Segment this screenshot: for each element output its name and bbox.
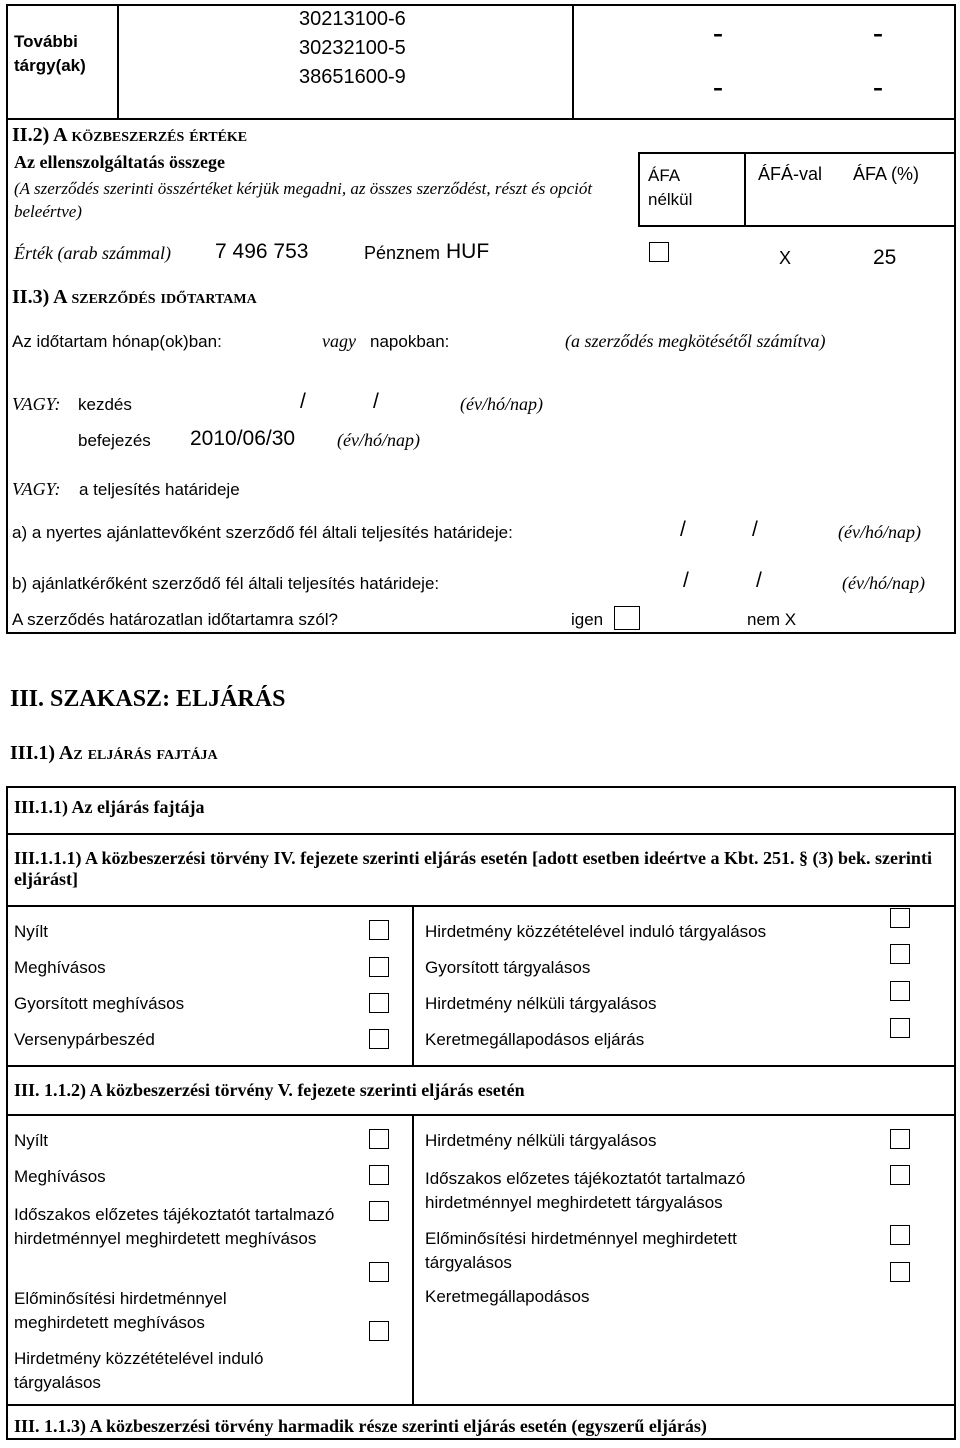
- procedure-option: Hirdetmény közzétételével induló tárgyalásos: [14, 1349, 264, 1392]
- procedure-checkbox[interactable]: [890, 1165, 910, 1185]
- procedure-option: Meghívásos: [14, 958, 106, 977]
- procedure-option: Nyílt: [14, 922, 48, 941]
- divider: [6, 1065, 956, 1067]
- yes-label: igen: [571, 610, 604, 629]
- date-format: (év/hó/nap): [842, 573, 925, 593]
- divider: [744, 152, 746, 227]
- procedure-checkbox[interactable]: [369, 1321, 389, 1341]
- divider: [6, 1404, 956, 1406]
- additional-subjects-box: [6, 4, 956, 120]
- deadline-a: a) a nyertes ajánlattevőként szerződő fél általi teljesítés határideje:: [12, 523, 513, 542]
- date-format: (év/hó/nap): [337, 430, 420, 450]
- iii112-heading: III. 1.1.2) A közbeszerzési törvény V. fejezete szerinti eljárás esetén: [14, 1080, 525, 1100]
- procedure-checkbox[interactable]: [890, 1225, 910, 1245]
- section-heading-ii3: II.3) A szerződés időtartama: [12, 286, 257, 308]
- divider: [6, 833, 956, 835]
- currency-label: Pénznem: [364, 243, 441, 263]
- no-label: nem X: [747, 610, 797, 629]
- procedure-checkbox[interactable]: [890, 1018, 910, 1038]
- procedure-checkbox[interactable]: [890, 1262, 910, 1282]
- iii11-heading: III.1.1) Az eljárás fajtája: [14, 797, 205, 817]
- duration-months-label: Az időtartam hónap(ok)ban:: [12, 332, 222, 351]
- procedure-checkbox[interactable]: [369, 1029, 389, 1049]
- section-title-iii: III. SZAKASZ: ELJÁRÁS: [10, 686, 286, 712]
- procedure-option: Gyorsított tárgyalásos: [425, 958, 591, 977]
- procedure-checkbox[interactable]: [369, 1129, 389, 1149]
- procedure-option: Meghívásos: [14, 1167, 106, 1186]
- divider: [6, 1114, 956, 1116]
- deadline-b: b) ajánlatkérőként szerződő fél általi teljesítés határideje:: [12, 574, 440, 593]
- procedure-option: Hirdetmény nélküli tárgyalásos: [425, 1131, 657, 1150]
- divider: [572, 4, 574, 120]
- additional-subjects-label: További tárgy(ak): [14, 32, 86, 75]
- yes-checkbox[interactable]: [614, 606, 640, 630]
- duration-note: (a szerződés megkötésétől számítva): [565, 331, 826, 351]
- procedure-checkbox[interactable]: [369, 993, 389, 1013]
- date-format: (év/hó/nap): [460, 394, 543, 414]
- procedure-checkbox[interactable]: [890, 981, 910, 1001]
- cpv-code: 30232100-5: [299, 37, 406, 59]
- indefinite-question: A szerződés határozatlan időtartamra szól?: [12, 610, 339, 629]
- procedure-checkbox[interactable]: [890, 944, 910, 964]
- procedure-option: Keretmegállapodásos eljárás: [425, 1030, 645, 1049]
- iii113-heading: III. 1.1.3) A közbeszerzési törvény harmadik része szerinti eljárás esetén (egyszerű eljárás): [14, 1416, 707, 1436]
- dash: -: [713, 16, 723, 49]
- dash: -: [873, 16, 883, 49]
- divider: [412, 1114, 414, 1404]
- end-label: befejezés: [78, 431, 151, 450]
- vagy-label: VAGY:: [12, 394, 61, 414]
- date-slash: /: [373, 390, 379, 413]
- procedure-option: Időszakos előzetes tájékoztatót tartalmazó hirdetménnyel meghirdetett meghívásos: [14, 1205, 335, 1248]
- procedure-option: Versenypárbeszéd: [14, 1030, 155, 1049]
- currency-value: HUF: [446, 240, 490, 263]
- afa-nelkul-checkbox[interactable]: [649, 242, 669, 262]
- procedure-option: Gyorsított meghívásos: [14, 994, 185, 1013]
- duration-days-label: napokban:: [370, 332, 450, 351]
- cpv-code: 38651600-9: [299, 66, 406, 88]
- procedure-checkbox[interactable]: [369, 1201, 389, 1221]
- cpv-code: 30213100-6: [299, 8, 406, 30]
- section-heading-iii1: III.1) Az eljárás fajtája: [10, 742, 218, 764]
- end-date-value: 2010/06/30: [190, 427, 296, 450]
- value-subtitle: Az ellenszolgáltatás összege: [14, 152, 225, 172]
- divider: [117, 4, 119, 120]
- procedure-option: Hirdetmény közzétételével induló tárgyalásos: [425, 922, 767, 941]
- date-slash: /: [680, 518, 686, 541]
- divider: [412, 905, 414, 1065]
- date-slash: /: [300, 390, 306, 413]
- procedure-option: Előminősítési hirdetménnyel meghirdetett tárgyalásos: [425, 1229, 737, 1272]
- procedure-checkbox[interactable]: [369, 1262, 389, 1282]
- date-slash: /: [756, 569, 762, 592]
- procedure-option: Keretmegállapodásos: [425, 1287, 590, 1306]
- dash: -: [873, 70, 883, 103]
- col-afa-nelkul: ÁFA nélkül: [648, 166, 693, 209]
- date-format: (év/hó/nap): [838, 522, 921, 542]
- afa-val-mark: X: [779, 248, 792, 268]
- col-afa-pct: ÁFA (%): [853, 164, 920, 184]
- value-note: (A szerződés szerinti összértéket kérjük megadni, az összes szerződést, részt és opciót beleértve): [14, 179, 593, 221]
- value-amount: 7 496 753: [215, 240, 309, 263]
- iii111-heading: III.1.1.1) A közbeszerzési törvény IV. fejezete szerinti eljárás esetén [adott esetben ideértve a Kbt. 251. § (3) bek. szerinti eljárást]: [14, 848, 932, 889]
- date-slash: /: [683, 569, 689, 592]
- deadline-label: a teljesítés határideje: [79, 480, 240, 499]
- procedure-checkbox[interactable]: [890, 908, 910, 928]
- afa-pct-value: 25: [873, 246, 897, 269]
- procedure-option: Nyílt: [14, 1131, 48, 1150]
- vagy-label: VAGY:: [12, 479, 61, 499]
- procedure-checkbox[interactable]: [369, 920, 389, 940]
- procedure-checkbox[interactable]: [369, 1165, 389, 1185]
- procedure-checkbox[interactable]: [890, 1129, 910, 1149]
- start-label: kezdés: [78, 395, 132, 414]
- date-slash: /: [752, 518, 758, 541]
- or-word: vagy: [322, 331, 356, 351]
- dash: -: [713, 70, 723, 103]
- col-afa-val: ÁFÁ-val: [758, 164, 823, 184]
- section-heading-ii2: II.2) A közbeszerzés értéke: [12, 124, 248, 146]
- value-label: Érték (arab számmal): [14, 243, 171, 263]
- divider: [6, 905, 956, 907]
- procedure-option: Hirdetmény nélküli tárgyalásos: [425, 994, 657, 1013]
- procedure-option: Előminősítési hirdetménnyel meghirdetett meghívásos: [14, 1289, 227, 1332]
- procedure-option: Időszakos előzetes tájékoztatót tartalmazó hirdetménnyel meghirdetett tárgyalásos: [425, 1169, 746, 1212]
- procedure-checkbox[interactable]: [369, 957, 389, 977]
